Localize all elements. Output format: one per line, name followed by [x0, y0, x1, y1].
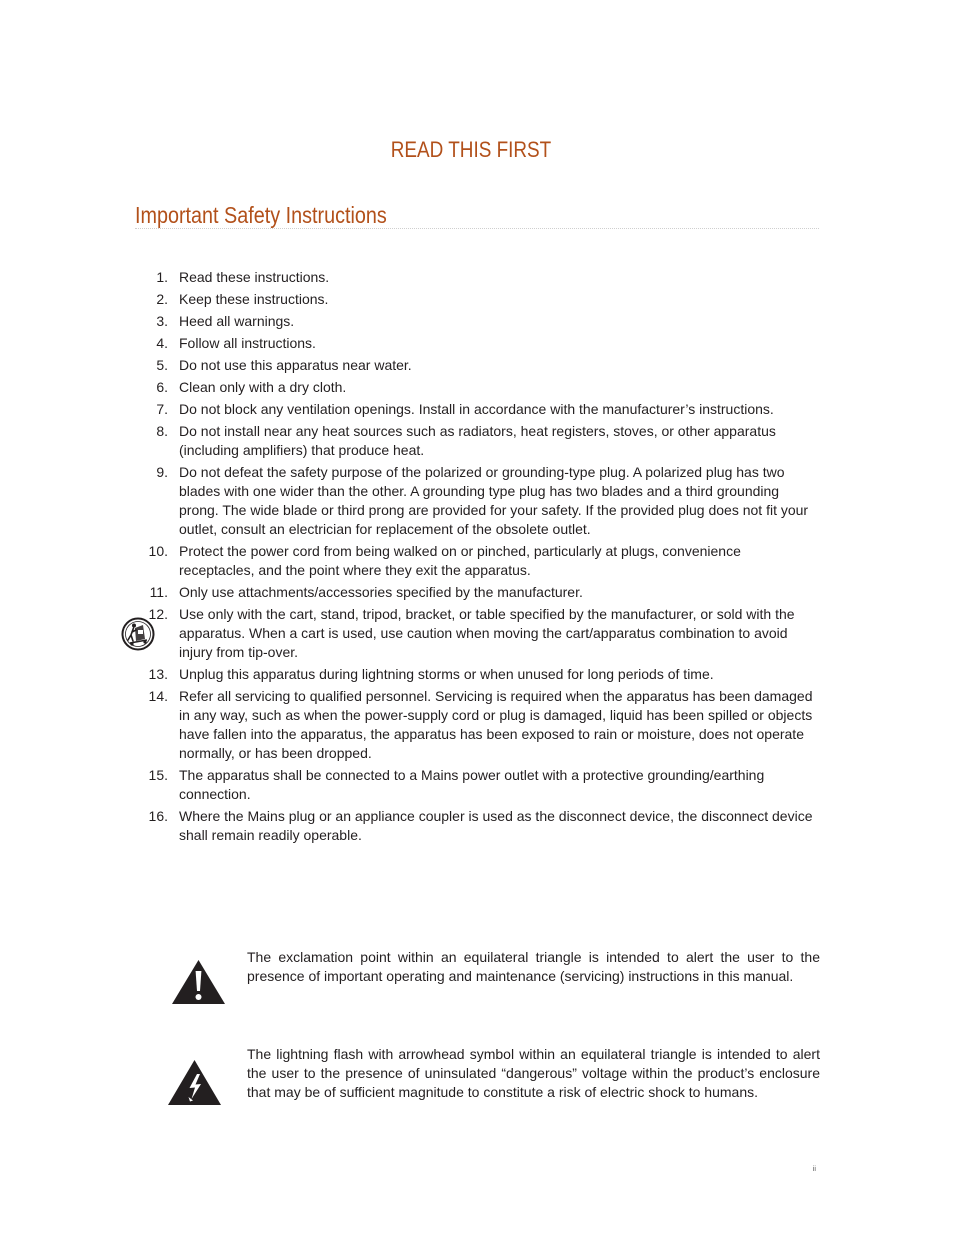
list-item-text: Heed all warnings. — [179, 313, 295, 329]
list-item — [0, 400, 954, 419]
list-item-number: 13. — [148, 666, 168, 682]
list-item — [0, 290, 954, 309]
list-item — [0, 665, 954, 684]
list-item — [0, 378, 954, 397]
cart-tip-over-icon — [121, 617, 155, 651]
list-item-number: 8. — [156, 423, 168, 439]
list-item-text: Use only with the cart, stand, tripod, bracket, or table specified by the manufacturer, or sold with the apparatus. When a cart is used, use caution when moving the cart/apparatus combination to avoid injury from tip-over. — [179, 606, 795, 660]
list-item-number: 2. — [156, 291, 168, 307]
list-item-text: Keep these instructions. — [179, 291, 329, 307]
list-item-number: 15. — [148, 767, 168, 783]
list-item-text: Do not defeat the safety purpose of the polarized or grounding-type plug. A polarized plug has two blades with one wider than the other. A grounding type plug has two blades and a third grounding prong. The wide blade or third prong are provided for your safety. If the provided plug does not fit your outlet, consult an electrician for replacement of the obsolete outlet. — [179, 464, 809, 537]
list-item — [0, 463, 954, 539]
list-item-text: Refer all servicing to qualified personnel. Servicing is required when the apparatus has been damaged in any way, such as when the power-supply cord or plug is damaged, liquid has been spilled or objects have fallen into the apparatus, the apparatus has been exposed to rain or moisture, does not operate normally, or has been dropped. — [179, 688, 813, 761]
list-item-number: 4. — [156, 335, 168, 351]
list-item — [0, 807, 954, 845]
lightning-triangle-icon — [167, 1059, 222, 1106]
list-item — [0, 687, 954, 763]
exclamation-triangle-icon — [171, 959, 226, 1005]
list-item-number: 14. — [148, 688, 168, 704]
list-item-number: 7. — [156, 401, 168, 417]
list-item-text: Do not block any ventilation openings. Install in accordance with the manufacturer’s instructions. — [179, 401, 774, 417]
lightning-symbol-text: The lightning flash with arrowhead symbol within an equilateral triangle is intended to alert the user to the presence of uninsulated “dangerous” voltage within the product’s enclosure that may be of sufficient magnitude to constitute a risk of electric shock to humans. — [247, 1046, 820, 1100]
list-item-text: Unplug this apparatus during lightning storms or when unused for long periods of time. — [179, 666, 714, 682]
list-item — [0, 542, 954, 580]
list-item-text: Clean only with a dry cloth. — [179, 379, 347, 395]
list-item-number: 3. — [156, 313, 168, 329]
list-item-number: 10. — [148, 543, 168, 559]
list-item — [0, 583, 954, 602]
list-item — [0, 422, 954, 460]
list-item — [0, 268, 954, 287]
exclamation-symbol-text: The exclamation point within an equilateral triangle is intended to alert the user to the presence of important operating and maintenance (servicing) instructions in this manual. — [247, 949, 820, 984]
list-item-text: Read these instructions. — [179, 269, 330, 285]
list-item-text: Only use attachments/accessories specified by the manufacturer. — [179, 584, 583, 600]
list-item-text: Follow all instructions. — [179, 335, 316, 351]
page-title: READ THIS FIRST — [390, 137, 552, 162]
list-item — [0, 766, 954, 804]
section-divider — [135, 228, 819, 229]
list-item — [0, 334, 954, 353]
list-item-text: Do not install near any heat sources such as radiators, heat registers, stoves, or other apparatus (including amplifiers) that produce heat. — [179, 423, 776, 458]
list-item-text: Do not use this apparatus near water. — [179, 357, 412, 373]
list-item-number: 1. — [156, 269, 168, 285]
list-item-number: 11. — [149, 584, 168, 600]
safety-instructions-list — [0, 268, 954, 848]
list-item-text: Protect the power cord from being walked on or pinched, particularly at plugs, convenience receptacles, and the point where they exit the apparatus. — [179, 543, 741, 578]
list-item-number: 12. — [148, 606, 168, 622]
list-item-text: The apparatus shall be connected to a Mains power outlet with a protective grounding/earthing connection. — [179, 767, 765, 802]
list-item — [0, 356, 954, 375]
list-item — [0, 312, 954, 331]
list-item-number: 16. — [148, 808, 168, 824]
list-item-number: 9. — [156, 464, 168, 480]
list-item-number: 6. — [156, 379, 168, 395]
page-number: ii — [812, 1166, 816, 1173]
list-item-text: Where the Mains plug or an appliance coupler is used as the disconnect device, the disconnect device shall remain readily operable. — [179, 808, 813, 843]
section-heading: Important Safety Instructions — [135, 202, 387, 228]
list-item-number: 5. — [156, 357, 168, 373]
